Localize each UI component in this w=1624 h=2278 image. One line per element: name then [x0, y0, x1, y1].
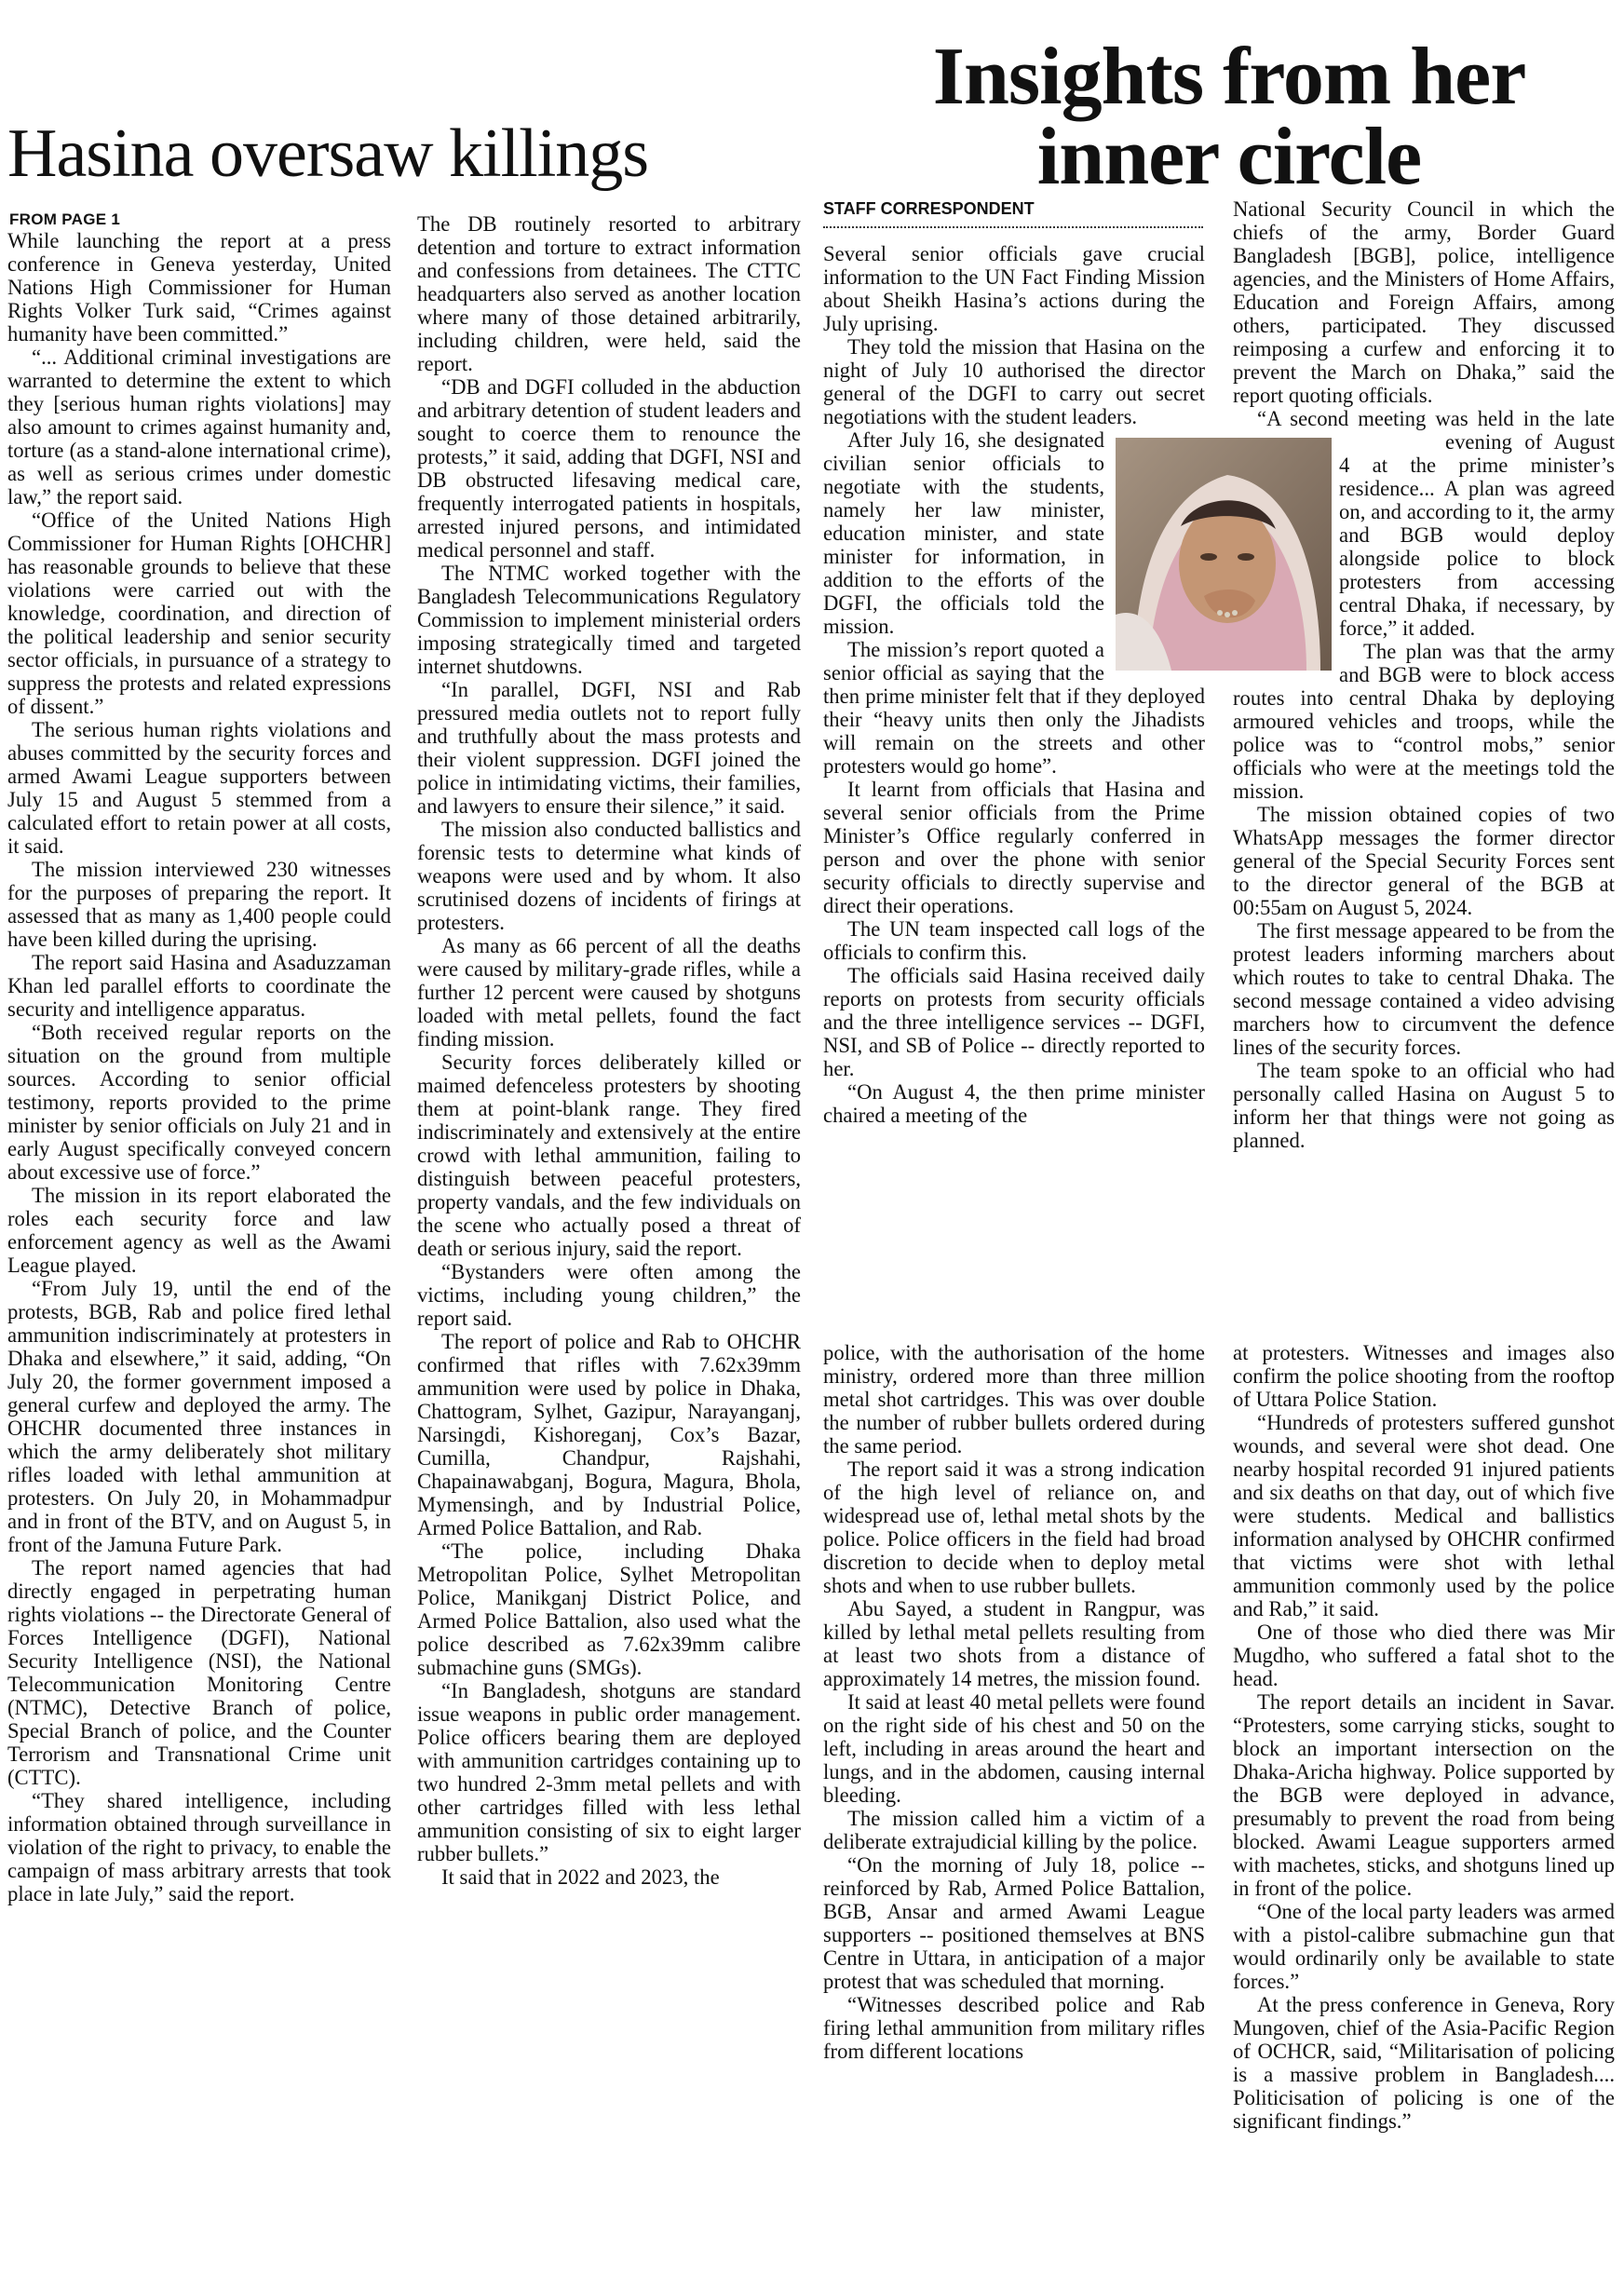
paragraph: The mission in its report elaborated the roles each security force and law enforcement agency as well as the Awami League played.: [7, 1184, 391, 1277]
paragraph: It learnt from officials that Hasina and several senior officials from the Prime Minister’s Office regularly conferred in person and over the phone with senior security officials to directly supervise and direct their operations.: [823, 778, 1205, 917]
paragraph: The mission also conducted ballistics and forensic tests to determine what kinds of weapons were used and by whom. It also scrutinised dozens of incidents of firings at protesters.: [417, 818, 801, 934]
paragraph: “Bystanders were often among the victims, including young children,” the report said.: [417, 1260, 801, 1330]
byline-rule: [823, 226, 1203, 228]
paragraph: “The police, including Dhaka Metropolitan Police, Sylhet Metropolitan Police, Manikganj District Police, and Armed Police Battalion, also used what the police described as 7.62x39mm calibre submachine guns (SMGs).: [417, 1539, 801, 1679]
paragraph: While launching the report at a press conference in Geneva yesterday, United Nations High Commissioner for Human Rights Volker Turk said, “Crimes against humanity have been committed.”: [7, 229, 391, 346]
paragraph: The team spoke to an official who had personally called Hasina on August 5 to inform her that things were not going as planned.: [1233, 1059, 1615, 1152]
paragraph: “One of the local party leaders was armed with a pistol-calibre submachine gun that would ordinarily only be available to state forces.”: [1233, 1900, 1615, 1993]
paragraph: The DB routinely resorted to arbitrary detention and torture to extract information and confessions from detainees. The CTTC headquarters also served as another location where many of those detained arbitrarily, including children, were held, said the report.: [417, 212, 801, 375]
paragraph: at protesters. Witnesses and images also confirm the police shooting from the rooftop of Uttara Police Station.: [1233, 1341, 1615, 1411]
paragraph: “A second meeting was held in the late evening of August 4 at the prime minister’s residence... A plan was agreed on, and according to it, the army and BGB would deploy alongside police to block protesters from accessing central Dhaka, if necessary, by force,” it added.: [1257, 407, 1615, 640]
from-page-kicker: FROM PAGE 1: [9, 210, 121, 228]
paragraph: “In parallel, DGFI, NSI and Rab pressured media outlets not to report fully and truthfully about the mass protests and their violent suppression. DGFI joined the police in intimidating victims, their families, and lawyers to ensure their silence,” it said.: [417, 678, 801, 818]
byline: STAFF CORRESPONDENT: [823, 199, 1035, 218]
paragraph: The report details an incident in Savar. “Protesters, some carrying sticks, sought to block an important intersection on the Dhaka-Aricha highway. Police supported by the BGB were deployed in advance, presumably to prevent the road from being blocked. Awami League supporters armed with machetes, sticks, and shotguns lined up in front of the police.: [1233, 1690, 1615, 1900]
paragraph: The report said Hasina and Asaduzzaman Khan led parallel efforts to coordinate the security and intelligence apparatus.: [7, 951, 391, 1021]
paragraph: “DB and DGFI colluded in the abduction and arbitrary detention of student leaders and sought to coerce them to renounce the protests,” it said, adding that DGFI, NSI and DB obstructed lifesaving medical care, frequently interrogated patients in hospitals, arrested injured persons, and intimidated medical personnel and staff.: [417, 375, 801, 562]
paragraph: One of those who died there was Mir Mugdho, who suffered a fatal shot to the head.: [1233, 1620, 1615, 1690]
left-story-column-1: [7, 229, 391, 2274]
paragraph: Several senior officials gave crucial information to the UN Fact Finding Mission about Sheikh Hasina’s actions during the July uprising.: [823, 242, 1205, 335]
left-headline: Hasina oversaw killings: [7, 115, 649, 192]
paragraph: It said that in 2022 and 2023, the: [441, 1865, 720, 1889]
paragraph: The mission obtained copies of two WhatsApp messages the former director general of the Special Security Forces sent to the director general of the BGB at 00:55am on August 5, 2024.: [1233, 803, 1615, 919]
paragraph: The report said it was a strong indication of the high level of reliance on, and widespread use of, lethal metal shots by the police. Police officers in the field had broad discretion to decide when to deploy metal shots and when to use rubber bullets.: [823, 1458, 1205, 1597]
paragraph: The mission called him a victim of a deliberate extrajudicial killing by the police.: [823, 1807, 1205, 1853]
right-story-column-2-continued: [1233, 1341, 1615, 2274]
paragraph: “On August 4, the then prime minister chaired a meeting of the: [823, 1080, 1205, 1127]
paragraph: The serious human rights violations and abuses committed by the security forces and armed Awami League supporters between July 15 and August 5 stemmed from a calculated effort to retain power at all costs, it said.: [7, 718, 391, 858]
right-story-column-1: [823, 242, 1205, 1285]
left-story-column-2: [417, 212, 801, 2274]
paragraph: “Both received regular reports on the situation on the ground from multiple sources. According to senior official testimony, reports provided to the prime minister by senior officials on July 21 and in early August specifically conveyed concern about excessive use of force.”: [7, 1021, 391, 1184]
paragraph: At the press conference in Geneva, Rory Mungoven, chief of the Asia-Pacific Region of OCHCR, said, “Militarisation of policing is a massive problem in Bangladesh.... Politicisation of policing is one of the significant findings.”: [1233, 1993, 1615, 2133]
paragraph: “Office of the United Nations High Commissioner for Human Rights [OHCHR] has reasonable grounds to believe that these violations were carried out with the knowledge, coordination, and direction of the political leadership and senior security sector officials, in pursuance of a strategy to suppress the protests and related expressions of dissent.”: [7, 508, 391, 718]
paragraph: The UN team inspected call logs of the officials to confirm this.: [823, 917, 1205, 964]
right-headline: Insights from her inner circle: [932, 32, 1526, 203]
paragraph: The report of police and Rab to OHCHR confirmed that rifles with 7.62x39mm ammunition were used by police in Dhaka, Chattogram, Sylhet, Gazipur, Narayanganj, Narsingdi, Kishoreganj, Cox’s Bazar, Cumilla, Chandpur, Rajshahi, Chapainawabganj, Bogura, Magura, Bhola, Mymensingh, and by Industrial Police, Armed Police Battalion, and Rab.: [417, 1330, 801, 1539]
paragraph: “They shared intelligence, including information obtained through surveillance in violation of the right to privacy, to enable the campaign of mass arbitrary arrests that took place in late July,” said the report.: [7, 1789, 391, 1905]
paragraph: The first message appeared to be from the protest leaders informing marchers about which routes to take to central Dhaka. The second message contained a video advising marchers how to circumvent the defence lines of the security forces.: [1233, 919, 1615, 1059]
paragraph: The report named agencies that had directly engaged in perpetrating human rights violations -- the Directorate General of Forces Intelligence (DGFI), National Security Intelligence (NSI), the National Telecommunication Monitoring Centre (NTMC), Detective Branch of police, Special Branch of police, and the Counter Terrorism and Transnational Crime unit (CTTC).: [7, 1556, 391, 1789]
paragraph: “Witnesses described police and Rab firing lethal ammunition from military rifles from different locations: [823, 1993, 1205, 2063]
paragraph: The officials said Hasina received daily reports on protests from security officials and the three intelligence services -- DGFI, NSI, and SB of Police -- directly reported to her.: [823, 964, 1205, 1080]
paragraph: The mission interviewed 230 witnesses for the purposes of preparing the report. It assessed that as many as 1,400 people could have been killed during the uprising.: [7, 858, 391, 951]
paragraph: “... Additional criminal investigations are warranted to determine the extent to which they [serious human rights violations] may also amount to crimes against humanity and, torture (as a stand-alone international crime), as well as serious crimes under domestic law,” the report said.: [7, 346, 391, 508]
paragraph: After July 16, she designated civilian senior officials to negotiate with the students, namely her law minister, education minister, and state minister for information, in addition to the efforts of the DGFI, the officials told the mission.: [823, 428, 1104, 638]
paragraph: “In Bangladesh, shotguns are standard issue weapons in public order management. Police officers bearing them are deployed with ammunition cartridges containing up to two hundred 2-3mm metal pellets and with other cartridges filled with less lethal ammunition consisting of six to eight larger rubber bullets.”: [417, 1679, 801, 1865]
paragraph: police, with the authorisation of the home ministry, ordered more than three million metal shot cartridges. This was over double the number of rubber bullets ordered during the same period.: [823, 1341, 1205, 1458]
paragraph: “Hundreds of protesters suffered gunshot wounds, and several were shot dead. One nearby hospital recorded 91 injured patients and six deaths on that day, out of which five were students. Medical and ballistics information analysed by OHCHR confirmed that victims were shot with lethal ammunition commonly used by the police and Rab,” it said.: [1233, 1411, 1615, 1620]
right-story-column-1-continued: [823, 1341, 1205, 2274]
right-story-column-2: [1233, 197, 1615, 1315]
paragraph: “From July 19, until the end of the protests, BGB, Rab and police fired lethal ammunition indiscriminately at protesters in Dhaka and elsewhere,” it said, adding, “On July 20, the former government imposed a general curfew and deployed the army. The OHCHR documented three instances in which the army deliberately shot military rifles loaded with lethal ammunition at protesters. On July 20, in Mohammadpur and in front of the BTV, and on August 5, in front of the Jamuna Future Park.: [7, 1277, 391, 1556]
paragraph: “On the morning of July 18, police -- reinforced by Rab, Armed Police Battalion, BGB, Ansar and armed Awami League supporters -- positioned themselves at BNS Centre in Uttara, in anticipation of a major protest that was scheduled that morning.: [823, 1853, 1205, 1993]
paragraph: The NTMC worked together with the Bangladesh Telecommunications Regulatory Commission to implement ministerial orders imposing strategically timed and targeted internet shutdowns.: [417, 562, 801, 678]
paragraph: They told the mission that Hasina on the night of July 10 authorised the director general of the DGFI to carry out secret negotiations with the student leaders.: [823, 335, 1205, 428]
paragraph: Security forces deliberately killed or maimed defenceless protesters by shooting them at point-blank range. They fired indiscriminately and extensively at the entire crowd with lethal ammunition, failing to distinguish between peaceful protesters, property vandals, and the few individuals on the scene who actually posed a threat of death or serious injury, said the report.: [417, 1051, 801, 1260]
paragraph: National Security Council in which the chiefs of the army, Border Guard Bangladesh [BGB], police, intelligence agencies, and the Ministers of Home Affairs, Education and Foreign Affairs, among others, participated. They discussed reimposing a curfew and enforcing it to prevent the March on Dhaka,” said the report quoting officials.: [1233, 197, 1615, 407]
paragraph: The mission’s report quoted a senior official as saying that the then prime minister felt that if they deployed their “heavy units then only the Jihadists will remain on the streets and other protesters would go home”.: [823, 638, 1205, 778]
paragraph: As many as 66 percent of all the deaths were caused by military-grade rifles, while a further 12 percent were caused by shotguns loaded with metal pellets, found the fact finding mission.: [417, 934, 801, 1051]
paragraph: The plan was that the army and BGB were to block access routes into central Dhaka by deploying armoured vehicles and troops, while the police was to “control mobs,” senior officials who were at the meetings told the mission.: [1233, 640, 1615, 803]
paragraph: It said at least 40 metal pellets were found on the right side of his chest and 50 on the left, including in areas around the heart and lungs, and in the abdomen, causing internal bleeding.: [823, 1690, 1205, 1807]
paragraph: Abu Sayed, a student in Rangpur, was killed by lethal metal pellets resulting from at least two shots from a distance of approximately 14 metres, the mission found.: [823, 1597, 1205, 1690]
